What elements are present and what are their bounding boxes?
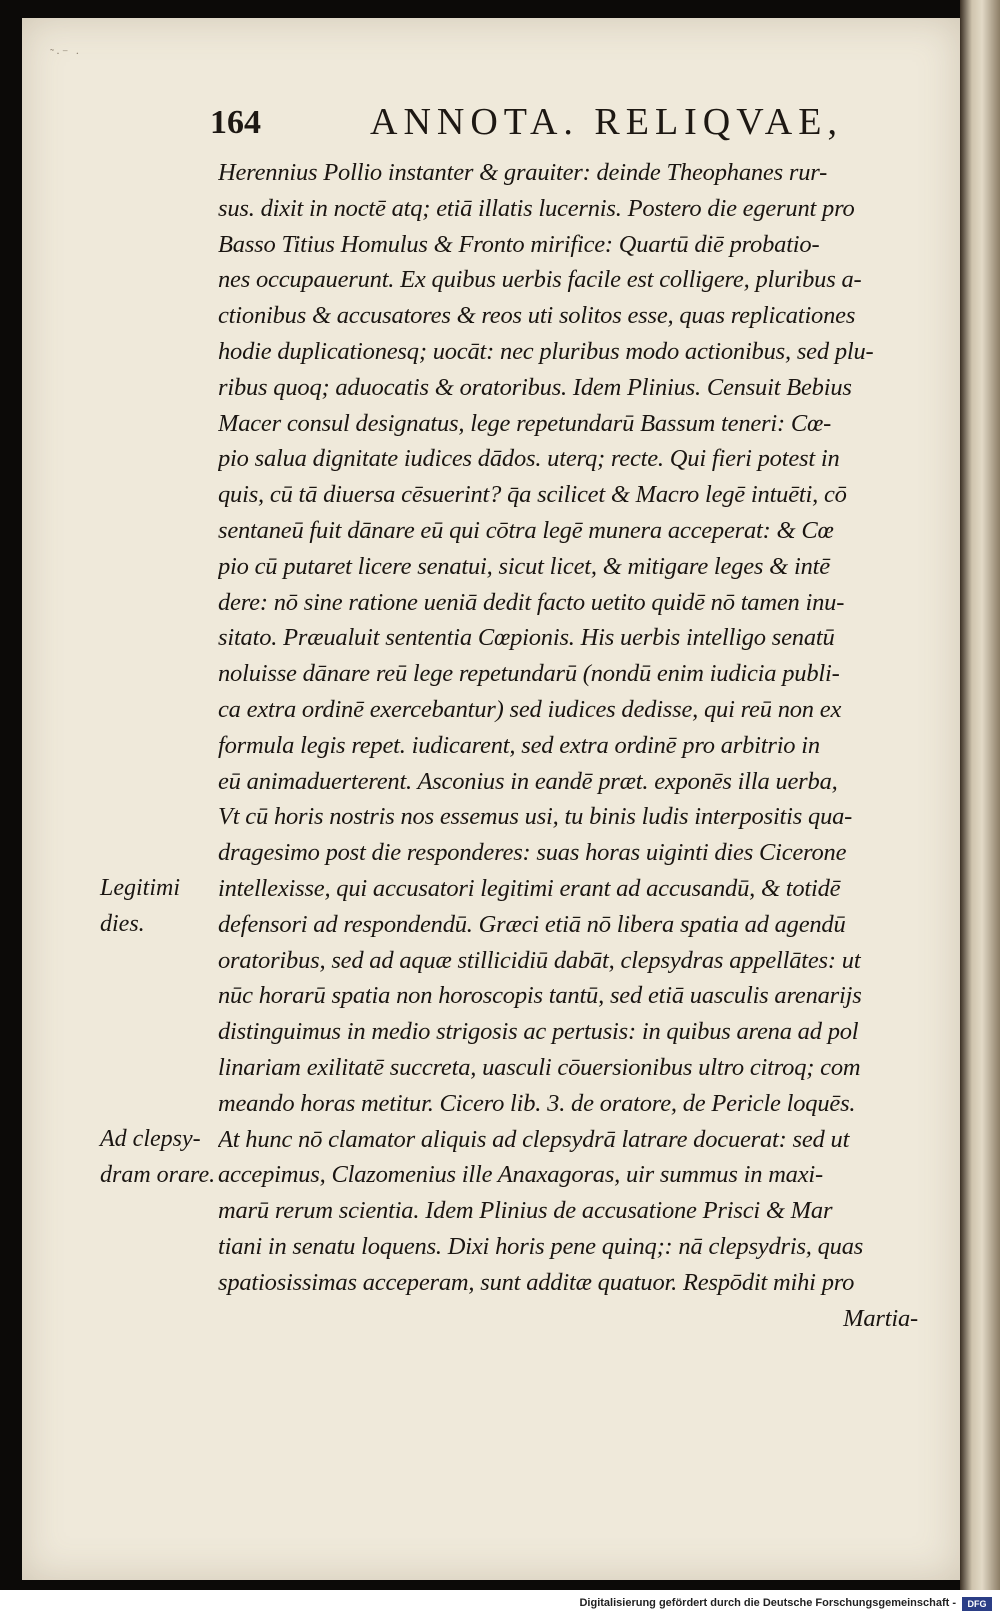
book-spine (960, 0, 1000, 1590)
dfg-logo: DFG (962, 1597, 992, 1611)
text-line: accepimus, Clazomenius ille Anaxagoras, uir summus in maxi- (218, 1161, 823, 1189)
text-line: tiani in senatu loquens. Dixi horis pene quinq;: nā clepsydris, quas (218, 1232, 864, 1260)
text-line: Vt cū horis nostris nos essemus usi, tu binis ludis interpositis qua- (218, 803, 853, 831)
body-text (218, 155, 930, 1336)
text-line: formula legis repet. iudicarent, sed extra ordinē pro arbitrio in (218, 731, 820, 759)
text-line: distinguimus in medio strigosis ac pertusis: in quibus arena ad pol (218, 1018, 859, 1046)
text-line: Herennius Pollio instanter & grauiter: deinde Theophanes rur- (218, 159, 828, 186)
text-line: hodie duplicationesq; uocāt: nec pluribus modo actionibus, sed plu- (218, 337, 874, 365)
text-line: dere: nō sine ratione ueniā dedit facto uetito quidē nō tamen inu- (218, 588, 845, 616)
text-line: nūc horarū spatia non horoscopis tantū, sed etiā uasculis arenarijs (218, 982, 862, 1010)
text-line: quis, cū tā diuersa cēsuerint? q̄a scilicet & Macro legē intuēti, cō (218, 481, 847, 509)
running-head: ANNOTA. RELIQVAE, (370, 101, 843, 143)
margin-note-line: Ad clepsy- (100, 1126, 201, 1152)
text-line: Basso Titius Homulus & Fronto mirifice: Quartū diē probatio- (218, 230, 820, 258)
text-line: ctionibus & accusatores & reos uti solitos esse, quas replicationes (218, 302, 856, 330)
text-line: oratoribus, sed ad aquæ stillicidiū dabāt, clepsydras appellātes: ut (218, 946, 861, 974)
margin-note-legitimi-dies (100, 871, 215, 943)
text-line: marū rerum scientia. Idem Plinius de accusatione Prisci & Mar (218, 1197, 833, 1225)
margin-note-ad-clepsydram (100, 1122, 215, 1194)
text-line: pio cū putaret licere senatui, sicut licet, & mitigare leges & intē (218, 552, 830, 580)
text-line: At hunc nō clamator aliquis ad clepsydrā latrare docuerat: sed ut (218, 1125, 850, 1153)
text-line: pio salua dignitate iudices dādos. uterq; recte. Qui fieri potest in (218, 445, 840, 473)
page-number: 164 (210, 104, 261, 141)
text-line: ca extra ordinē exercebantur) sed iudices dedisse, qui reū non ex (218, 695, 842, 723)
catchword: Martia- (843, 1304, 918, 1332)
footer-credit: Digitalisierung gefördert durch die Deutsche Forschungsgemeinschaft - (579, 1597, 956, 1609)
text-line: ribus quoq; aduocatis & oratoribus. Idem Plinius. Censuit Bebius (218, 373, 852, 401)
text-line: spatiosissimas acceperam, sunt additæ quatuor. Respōdit mihi pro (218, 1268, 855, 1296)
page-smudge: ˜·⁻ · (50, 46, 82, 60)
text-line: noluisse dānare reū lege repetundarū (nondū enim iudicia publi- (218, 660, 840, 688)
text-line: eū animaduerterent. Asconius in eandē præt. exponēs illa uerba, (218, 767, 838, 795)
margin-note-line: dies. (100, 910, 145, 937)
text-line: nes occupauerunt. Ex quibus uerbis facile est colligere, pluribus a- (218, 266, 862, 294)
text-line: dragesimo post die responderes: suas horas uiginti dies Cicerone (218, 839, 847, 867)
text-line: Macer consul designatus, lege repetundarū Bassum teneri: Cœ- (218, 409, 832, 437)
page-header (210, 100, 930, 150)
text-line: sentaneū fuit dānare eū qui cōtra legē munera acceperat: & Cœ (218, 516, 834, 544)
text-line: defensori ad respondendū. Græci etiā nō libera spatia ad agendū (218, 910, 846, 938)
text-line: intellexisse, qui accusatori legitimi erant ad accusandū, & totidē (218, 874, 841, 902)
text-line: sus. dixit in noctē atq; etiā illatis lucernis. Postero die egerunt pro (218, 194, 855, 222)
margin-note-line: Legitimi (100, 875, 181, 901)
text-line: linariam exilitatē succreta, uasculi cōuersionibus ultro citroq; com (218, 1053, 861, 1081)
text-line: meando horas metitur. Cicero lib. 3. de oratore, de Pericle loquēs. (218, 1089, 856, 1117)
margin-note-line: dram orare. (100, 1161, 216, 1188)
text-line: sitato. Præualuit sententia Cœpionis. His uerbis intelligo senatū (218, 624, 835, 652)
digitization-footer (0, 1592, 1000, 1619)
